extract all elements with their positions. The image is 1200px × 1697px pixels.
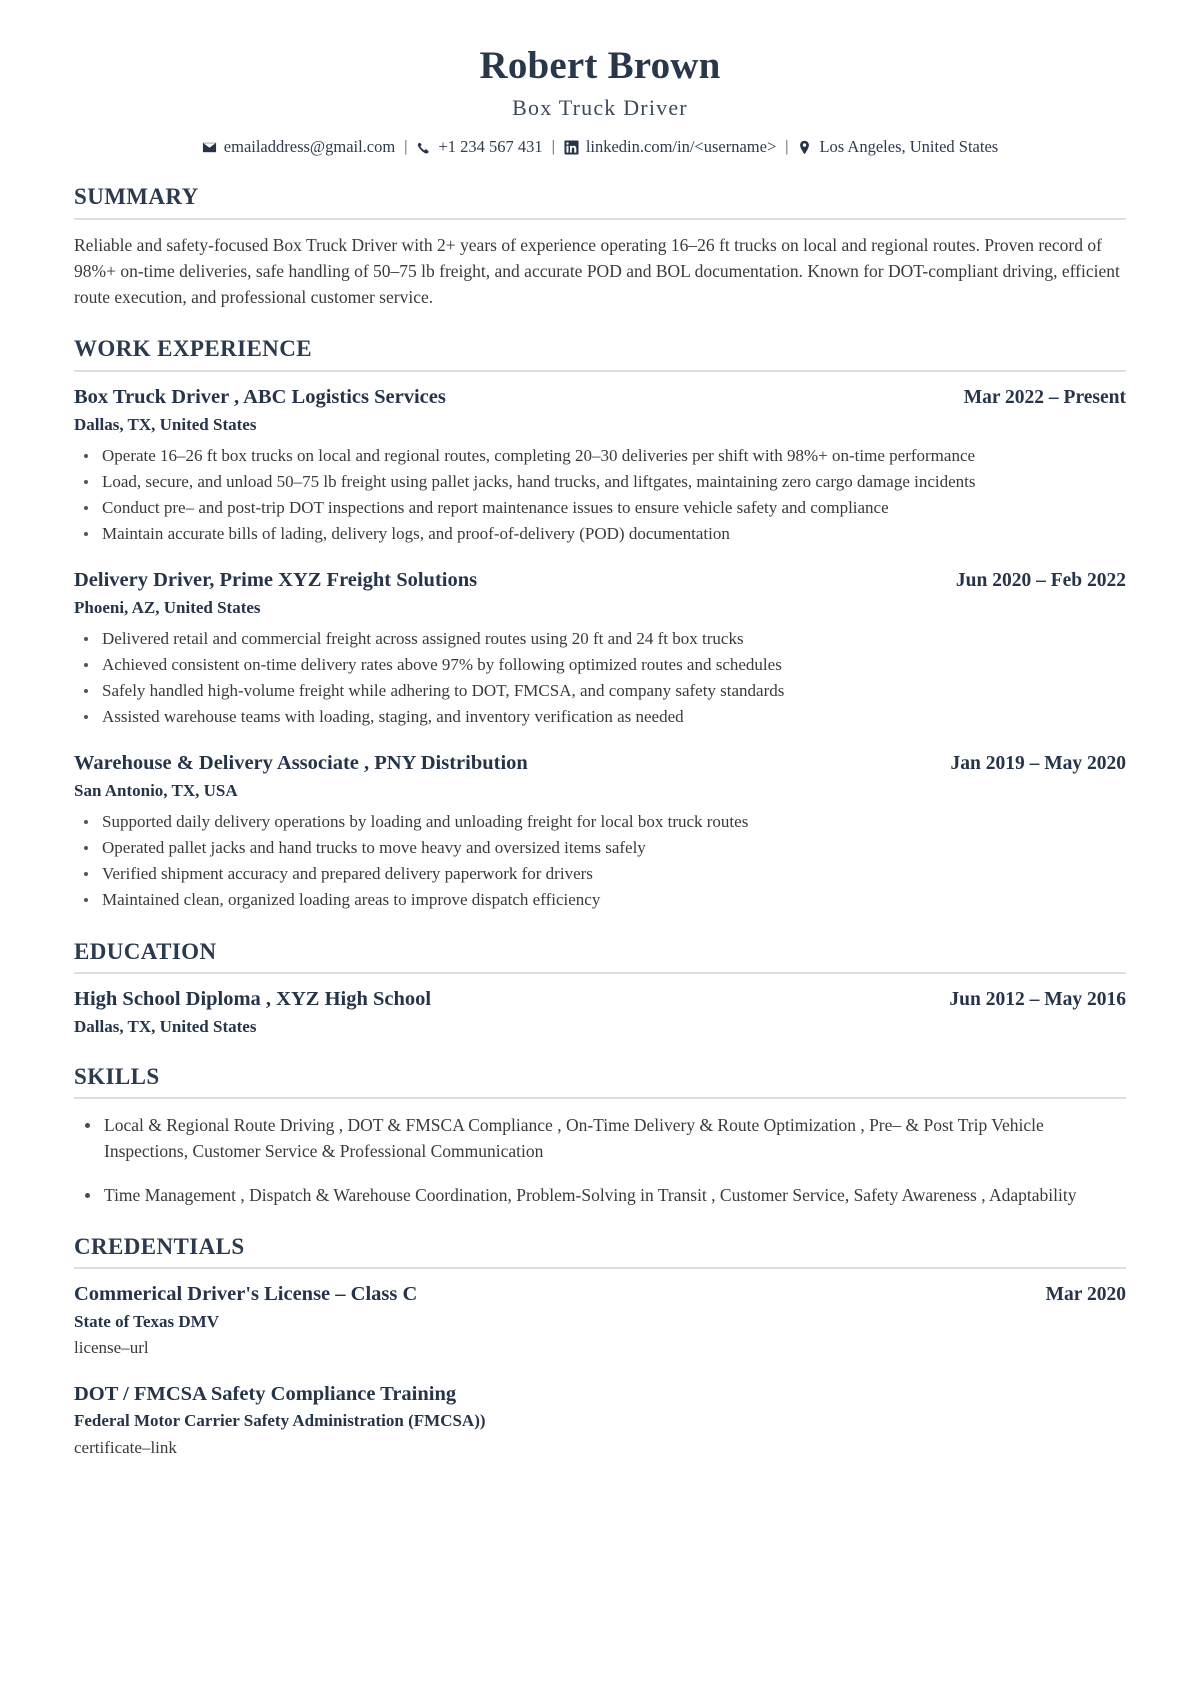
contact-text: +1 234 567 431 xyxy=(438,137,543,157)
entry-bullet-list xyxy=(74,444,1126,547)
entry-issuer: State of Texas DMV xyxy=(74,1311,219,1331)
candidate-name: Robert Brown xyxy=(479,44,721,87)
skills-list xyxy=(74,1112,1126,1208)
entry-header-row xyxy=(74,751,1126,777)
entry-title: Box Truck Driver , ABC Logistics Services xyxy=(74,385,446,408)
contact-separator: | xyxy=(404,137,408,155)
contact-item-location-pin[interactable] xyxy=(797,135,998,158)
section-heading-skills: SKILLS xyxy=(74,1063,160,1089)
location-pin-icon xyxy=(797,140,812,155)
entry-header-row xyxy=(74,1282,1126,1308)
work-entry-list xyxy=(74,385,1126,913)
entry-date-range: Mar 2020 xyxy=(1045,1284,1126,1306)
contact-item-email[interactable] xyxy=(202,135,395,158)
skill-item: Time Management , Dispatch & Warehouse Coordination, Problem-Solving in Transit , Customer Service, Safety Awareness , Adaptability xyxy=(74,1182,1126,1208)
section-divider xyxy=(74,1097,1126,1099)
work-entry xyxy=(74,751,1126,912)
entry-link[interactable]: certificate–link xyxy=(74,1437,177,1457)
entry-location: San Antonio, TX, USA xyxy=(74,780,238,800)
contact-item-linkedin[interactable] xyxy=(564,135,776,158)
entry-issuer: Federal Motor Carrier Safety Administration (FMCSA)) xyxy=(74,1411,486,1431)
entry-title: Commerical Driver's License – Class C xyxy=(74,1283,418,1306)
linkedin-icon xyxy=(564,140,579,155)
section-heading-education: EDUCATION xyxy=(74,938,217,964)
section-heading-credentials: CREDENTIALS xyxy=(74,1233,245,1259)
entry-bullet-list xyxy=(74,627,1126,730)
bullet-item: Maintained clean, organized loading areas to improve dispatch efficiency xyxy=(74,888,1126,912)
contact-separator: | xyxy=(551,137,555,155)
entry-title: Delivery Driver, Prime XYZ Freight Solutions xyxy=(74,569,478,592)
contact-separator: | xyxy=(785,137,789,155)
entry-location: Dallas, TX, United States xyxy=(74,414,257,434)
contact-item-phone[interactable] xyxy=(416,135,542,158)
bullet-item: Supported daily delivery operations by loading and unloading freight for local box truck routes xyxy=(74,810,1126,834)
summary-section xyxy=(74,184,1126,310)
entry-title: High School Diploma , XYZ High School xyxy=(74,987,432,1010)
section-divider xyxy=(74,1267,1126,1269)
skill-item: Local & Regional Route Driving , DOT & FMSCA Compliance , On-Time Delivery & Route Optimization , Pre– & Post Trip Vehicle Inspections, Customer Service & Professional Communication xyxy=(74,1112,1126,1165)
section-divider xyxy=(74,218,1126,220)
entry-date-range: Mar 2022 – Present xyxy=(963,386,1126,408)
entry-date-range: Jun 2020 – Feb 2022 xyxy=(955,570,1126,592)
credentials-section xyxy=(74,1234,1126,1459)
contact-text: Los Angeles, United States xyxy=(819,137,999,157)
resume-header xyxy=(74,44,1126,158)
entry-date-range: Jun 2012 – May 2016 xyxy=(949,988,1126,1010)
entry-header-row xyxy=(74,385,1126,411)
education-entry xyxy=(74,987,1126,1038)
skills-section xyxy=(74,1064,1126,1208)
summary-text: Reliable and safety-focused Box Truck Driver with 2+ years of experience operating 16–26 ft trucks on local and regional routes. Proven record of 98%+ on-time deliveries, safe handling of 50–75 lb freight, and accurate POD and BOL documentation. Known for DOT-compliant driving, efficient route execution, and professional customer service. xyxy=(74,234,1120,307)
credential-entry-list xyxy=(74,1282,1126,1459)
work-entry xyxy=(74,385,1126,546)
entry-header-row xyxy=(74,987,1126,1013)
entry-header-row xyxy=(74,1382,1126,1408)
contact-text: emailaddress@gmail.com xyxy=(223,137,396,157)
credential-entry xyxy=(74,1282,1126,1360)
bullet-item: Conduct pre– and post-trip DOT inspections and report maintenance issues to ensure vehicle safety and compliance xyxy=(74,496,1126,520)
work-entry xyxy=(74,568,1126,729)
bullet-item: Operated pallet jacks and hand trucks to move heavy and oversized items safely xyxy=(74,836,1126,860)
section-heading-work-experience: WORK EXPERIENCE xyxy=(74,336,312,362)
education-section xyxy=(74,939,1126,1038)
entry-title: Warehouse & Delivery Associate , PNY Distribution xyxy=(74,752,528,775)
education-entry-list xyxy=(74,987,1126,1038)
bullet-item: Safely handled high-volume freight while adhering to DOT, FMCSA, and company safety standards xyxy=(74,679,1126,703)
bullet-item: Maintain accurate bills of lading, delivery logs, and proof-of-delivery (POD) documentation xyxy=(74,522,1126,546)
entry-bullet-list xyxy=(74,810,1126,913)
entry-location: Dallas, TX, United States xyxy=(74,1016,257,1036)
candidate-job-title: Box Truck Driver xyxy=(512,94,688,120)
work-experience-section xyxy=(74,336,1126,912)
email-icon xyxy=(202,140,217,155)
entry-date-range: Jan 2019 – May 2020 xyxy=(950,753,1126,775)
credential-entry xyxy=(74,1382,1126,1460)
section-divider xyxy=(74,370,1126,372)
entry-location: Phoeni, AZ, United States xyxy=(74,597,261,617)
section-heading-summary: SUMMARY xyxy=(74,184,199,210)
bullet-item: Load, secure, and unload 50–75 lb freight using pallet jacks, hand trucks, and liftgates, maintaining zero cargo damage incidents xyxy=(74,470,1126,494)
entry-title: DOT / FMCSA Safety Compliance Training xyxy=(74,1382,457,1405)
contact-text: linkedin.com/in/<username> xyxy=(585,137,777,157)
contact-line xyxy=(74,135,1126,158)
entry-link[interactable]: license–url xyxy=(74,1338,149,1358)
bullet-item: Assisted warehouse teams with loading, staging, and inventory verification as needed xyxy=(74,705,1126,729)
bullet-item: Operate 16–26 ft box trucks on local and regional routes, completing 20–30 deliveries per shift with 98%+ on-time performance xyxy=(74,444,1126,468)
entry-header-row xyxy=(74,568,1126,594)
phone-icon xyxy=(416,140,431,155)
bullet-item: Delivered retail and commercial freight across assigned routes using 20 ft and 24 ft box trucks xyxy=(74,627,1126,651)
bullet-item: Verified shipment accuracy and prepared delivery paperwork for drivers xyxy=(74,862,1126,886)
bullet-item: Achieved consistent on-time delivery rates above 97% by following optimized routes and schedules xyxy=(74,653,1126,677)
section-divider xyxy=(74,972,1126,974)
